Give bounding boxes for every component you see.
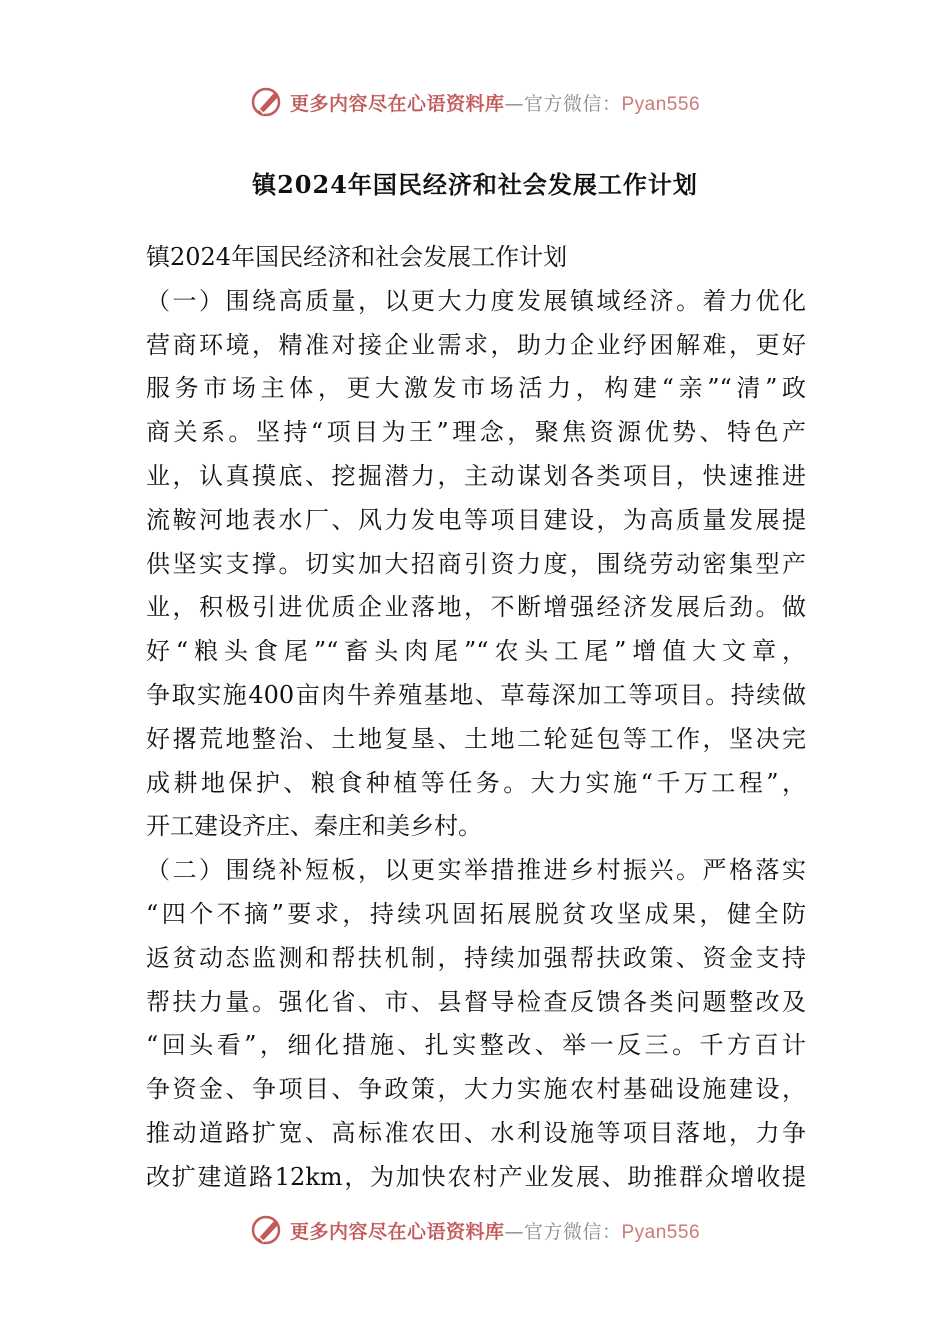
- document-body: [146, 236, 806, 1200]
- pen-logo-icon: [250, 1213, 284, 1247]
- text-line: 商关系。坚持“项目为王”理念，聚焦资源优势、特色产: [146, 418, 806, 447]
- text-line: 好“粮头食尾”“畜头肉尾”“农头工尾”增值大文章，: [146, 637, 806, 666]
- text-line: 镇2024年国民经济和社会发展工作计划: [146, 243, 568, 271]
- pen-logo-icon: [250, 85, 284, 119]
- text-line: 营商环境，精准对接企业需求，助力企业纾困解难，更好: [146, 330, 806, 359]
- watermark-wechat-label: 官方微信：: [523, 92, 622, 115]
- text-line: 争资金、争项目、争政策，大力实施农村基础设施建设，: [146, 1075, 806, 1104]
- text-line: 好撂荒地整治、土地复垦、土地二轮延包等工作，坚决完: [146, 724, 806, 753]
- text-line: 返贫动态监测和帮扶机制，持续加强帮扶政策、资金支持: [146, 943, 806, 972]
- text-line: 流鞍河地表水厂、风力发电等项目建设，为高质量发展提: [146, 505, 806, 534]
- watermark-dash: —: [504, 1220, 524, 1243]
- watermark-wechat-id: Pyan556: [621, 1221, 701, 1243]
- text-line: 帮扶力量。强化省、市、县督导检查反馈各类问题整改及: [146, 987, 806, 1016]
- watermark-brand: 更多内容尽在心语资料库: [289, 1220, 505, 1243]
- text-line: “四个不摘”要求，持续巩固拓展脱贫攻坚成果，健全防: [146, 899, 806, 928]
- document-title: 镇2024年国民经济和社会发展工作计划: [252, 170, 698, 199]
- text-line: 服务市场主体，更大激发市场活力，构建“亲”“清”政: [146, 374, 806, 403]
- text-line: 业，积极引进优质企业落地，不断增强经济发展后劲。做: [146, 593, 806, 622]
- watermark-wechat-label: 官方微信：: [523, 1220, 622, 1243]
- watermark-wechat-id: Pyan556: [621, 93, 701, 115]
- watermark-brand: 更多内容尽在心语资料库: [289, 92, 505, 115]
- header-watermark: [0, 82, 950, 122]
- text-line: “回头看”，细化措施、扎实整改、举一反三。千方百计: [146, 1031, 806, 1060]
- footer-watermark: [0, 1210, 950, 1250]
- watermark-dash: —: [504, 92, 524, 115]
- text-line: 业，认真摸底、挖掘潜力，主动谋划各类项目，快速推进: [146, 461, 806, 490]
- text-line: 成耕地保护、粮食种植等任务。大力实施“千万工程”，: [146, 768, 806, 797]
- text-line: （一）围绕高质量，以更大力度发展镇域经济。着力优化: [146, 286, 806, 315]
- watermark-text: [290, 89, 700, 116]
- text-line: 争取实施400亩肉牛养殖基地、草莓深加工等项目。持续做: [146, 680, 806, 709]
- text-line: 改扩建道路12km，为加快农村产业发展、助推群众增收提: [146, 1162, 806, 1191]
- watermark-text: [290, 1217, 700, 1244]
- text-line: 供坚实支撑。切实加大招商引资力度，围绕劳动密集型产: [146, 549, 806, 578]
- text-line: 推动道路扩宽、高标准农田、水利设施等项目落地，力争: [146, 1118, 806, 1147]
- text-line: （二）围绕补短板，以更实举措推进乡村振兴。严格落实: [146, 856, 806, 885]
- text-line: 开工建设齐庄、秦庄和美乡村。: [146, 812, 482, 841]
